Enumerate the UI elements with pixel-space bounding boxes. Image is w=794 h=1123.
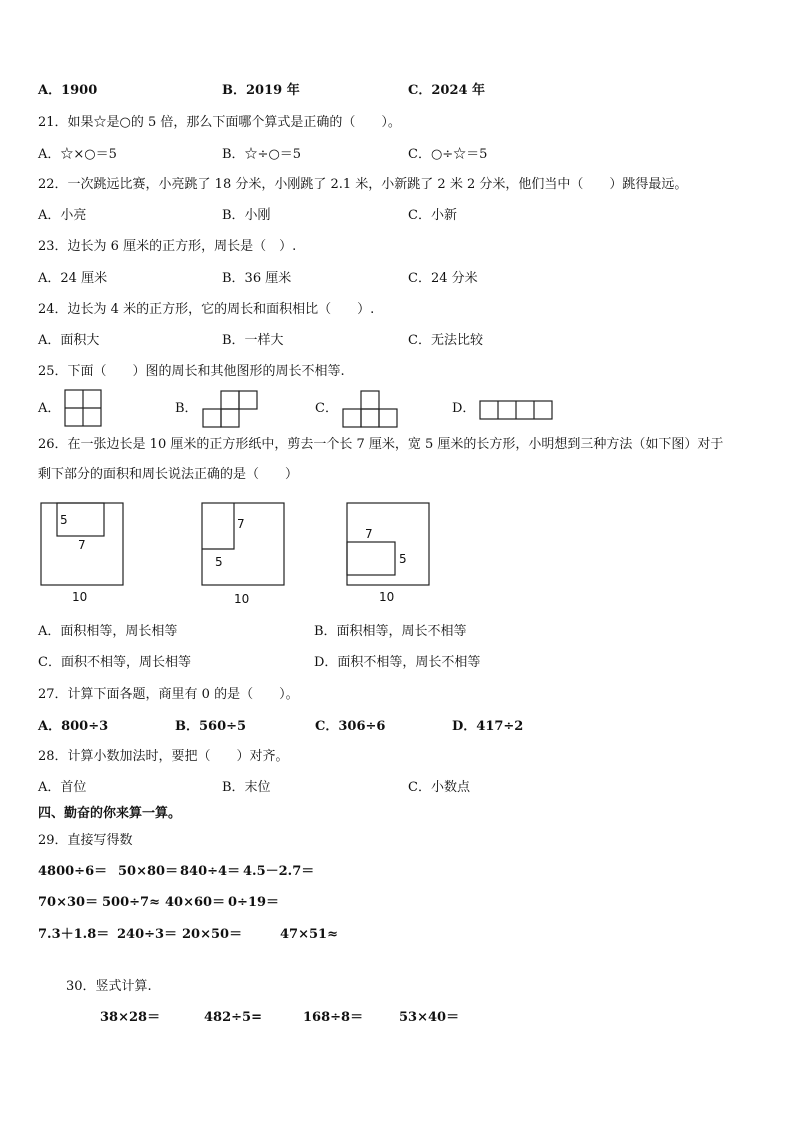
q25-option-d: D．: [452, 401, 476, 416]
q29-r1-c1: 4800÷6＝: [38, 864, 108, 879]
q25-figure-d: [479, 400, 553, 420]
q26-option-a: A．面积相等，周长相等: [38, 624, 178, 639]
q25-figure-b: [202, 390, 258, 428]
q29-stem: 29．直接写得数: [38, 833, 133, 848]
q26-figure-1: [40, 502, 130, 606]
q30-item-3: 168÷8＝: [303, 1010, 364, 1025]
q29-r1-c4: 4.5－2.7＝: [243, 864, 315, 879]
q28-option-a: A．首位: [38, 780, 87, 795]
q23-option-c: C．24 分米: [408, 271, 478, 286]
q26-option-c: C．面积不相等，周长相等: [38, 655, 191, 670]
q29-r2-c1: 70×30＝: [38, 895, 99, 910]
q26-fig3-side-label: 10: [379, 590, 395, 604]
q20-option-a: A．1900: [38, 83, 98, 98]
q29-r2-c3: 40×60＝: [165, 895, 226, 910]
q20-option-c: C．2024 年: [408, 83, 486, 98]
q27-option-b: B．560÷5: [175, 719, 247, 734]
q26-fig1-length-label: 7: [78, 538, 86, 552]
q26-fig1-width-label: 5: [60, 513, 68, 527]
q26-option-b: B．面积相等，周长不相等: [314, 624, 467, 639]
q26-fig2-length-label: 7: [237, 517, 245, 531]
q21-option-c: C．○÷☆＝5: [408, 147, 488, 162]
q21-option-a: A．☆×○＝5: [38, 147, 117, 162]
q26-fig1-side-label: 10: [72, 590, 88, 604]
q24-stem: 24．边长为 4 米的正方形，它的周长和面积相比（ ）.: [38, 302, 375, 317]
q27-option-c: C．306÷6: [315, 719, 386, 734]
q29-r2-c2: 500÷7≈: [102, 895, 160, 910]
q27-option-d: D．417÷2: [452, 719, 524, 734]
q25-figure-a: [64, 389, 102, 427]
q29-r3-c4: 47×51≈: [280, 927, 338, 942]
q25-option-a: A．: [38, 401, 61, 416]
q27-stem: 27．计算下面各题，商里有 0 的是（ ）。: [38, 687, 299, 702]
q29-r1-c3: 840÷4＝: [180, 864, 241, 879]
q22-stem: 22．一次跳远比赛，小亮跳了 18 分米，小刚跳了 2.1 米，小新跳了 2 米 2 分米，他们当中（ ）跳得最远。: [38, 177, 688, 192]
q20-option-b: B．2019 年: [222, 83, 300, 98]
q28-stem: 28．计算小数加法时，要把（ ）对齐。: [38, 749, 289, 764]
q30-stem: 30．竖式计算.: [66, 979, 152, 994]
q27-option-a: A．800÷3: [38, 719, 109, 734]
q26-fig2-width-label: 5: [215, 555, 223, 569]
q29-r3-c3: 20×50＝: [182, 927, 243, 942]
q22-option-a: A．小亮: [38, 208, 87, 223]
q25-stem: 25．下面（ ）图的周长和其他图形的周长不相等.: [38, 364, 345, 379]
q26-figure-2: [201, 502, 291, 608]
q26-stem-line1: 26．在一张边长是 10 厘米的正方形纸中，剪去一个长 7 厘米，宽 5 厘米的长方形，小明想到三种方法（如下图）对于: [38, 437, 724, 452]
q25-figure-c: [342, 390, 398, 428]
q21-option-b: B．☆÷○＝5: [222, 147, 302, 162]
q24-option-c: C．无法比较: [408, 333, 483, 348]
q22-option-b: B．小刚: [222, 208, 271, 223]
q25-option-c: C．: [315, 401, 338, 416]
q29-r3-c2: 240÷3＝: [117, 927, 178, 942]
q26-stem-line2: 剩下部分的面积和周长说法正确的是（ ）: [38, 467, 299, 482]
q28-option-b: B．末位: [222, 780, 271, 795]
q26-fig3-width-label: 5: [399, 552, 407, 566]
q30-item-4: 53×40＝: [399, 1010, 460, 1025]
q22-option-c: C．小新: [408, 208, 457, 223]
q26-fig2-side-label: 10: [234, 592, 250, 606]
q26-fig3-length-label: 7: [365, 527, 373, 541]
q23-stem: 23．边长为 6 厘米的正方形，周长是（ ）.: [38, 239, 297, 254]
q29-r1-c2: 50×80＝: [118, 864, 179, 879]
q23-option-b: B．36 厘米: [222, 271, 292, 286]
q21-stem: 21．如果☆是○的 5 倍，那么下面哪个算式是正确的（ ）。: [38, 115, 401, 130]
q24-option-b: B．一样大: [222, 333, 284, 348]
q26-option-d: D．面积不相等，周长不相等: [314, 655, 481, 670]
q25-option-b: B．: [175, 401, 198, 416]
q23-option-a: A．24 厘米: [38, 271, 108, 286]
q24-option-a: A．面积大: [38, 333, 100, 348]
q30-item-1: 38×28＝: [100, 1010, 161, 1025]
q28-option-c: C．小数点: [408, 780, 470, 795]
q30-item-2: 482÷5=: [204, 1010, 262, 1025]
section-heading: 四、勤奋的你来算一算。: [38, 806, 182, 821]
q29-r2-c4: 0÷19＝: [228, 895, 280, 910]
q29-r3-c1: 7.3＋1.8＝: [38, 927, 110, 942]
q26-figure-3: [346, 502, 436, 606]
